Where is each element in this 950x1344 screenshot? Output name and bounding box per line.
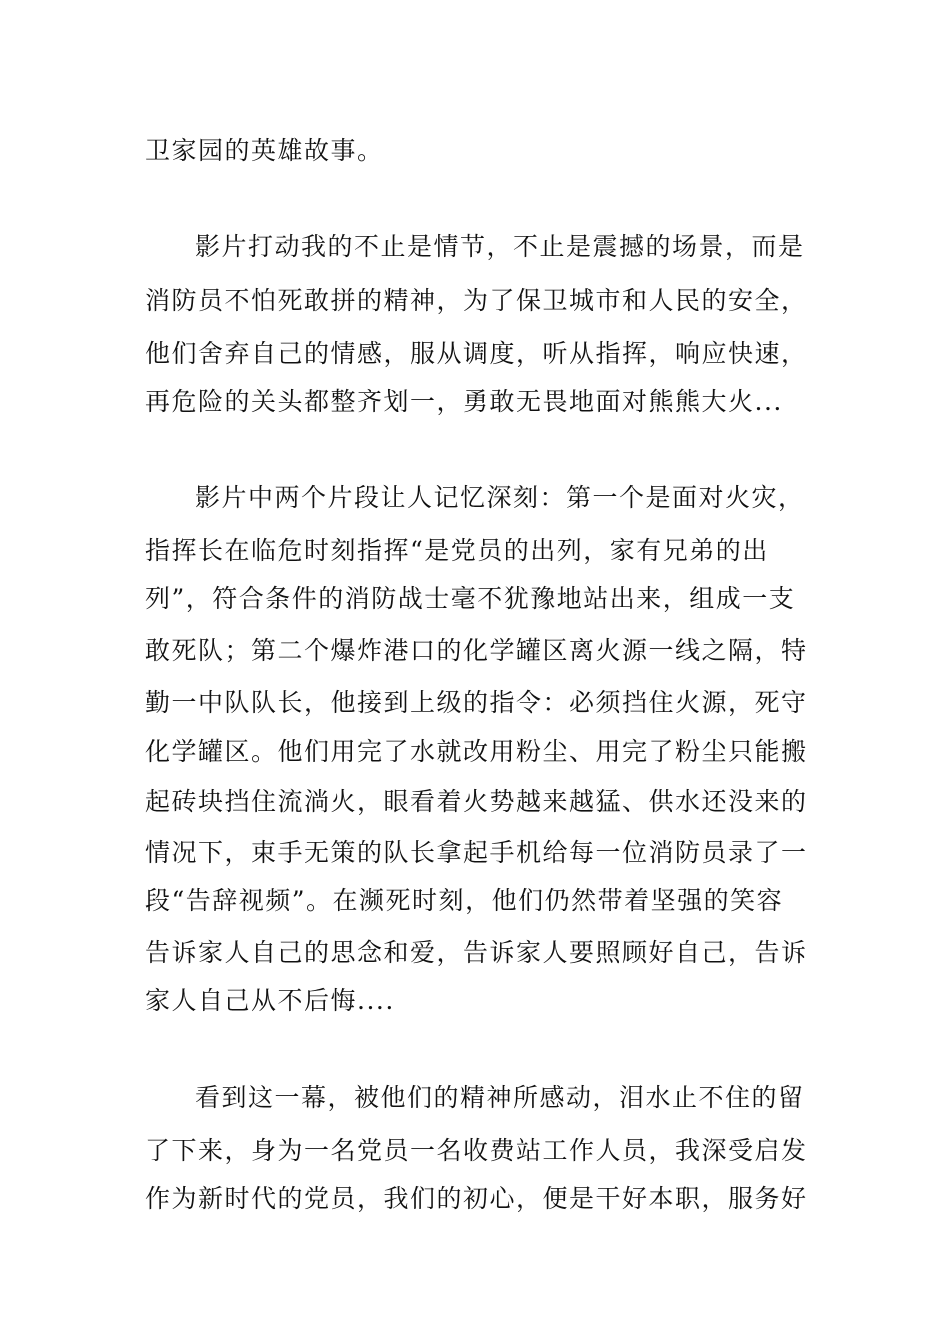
text-line: 列”，符合条件的消防战士毫不犹豫地站出来，组成一支 <box>145 584 796 613</box>
text-line: 段“告辞视频”。在濒死时刻，他们仍然带着坚强的笑容 <box>145 886 784 915</box>
text-line: 起砖块挡住流淌火，眼看着火势越来越猛、供水还没来的 <box>145 787 808 816</box>
paragraph-first-line: 影片中两个片段让人记忆深刻：第一个是面对火灾， <box>195 483 805 512</box>
text-line: 情况下，束手无策的队长拿起手机给每一位消防员录了一 <box>145 838 808 867</box>
text-line: 化学罐区。他们用完了水就改用粉尘、用完了粉尘只能搬 <box>145 737 808 766</box>
text-line: 了下来，身为一名党员一名收费站工作人员，我深受启发 <box>145 1136 808 1165</box>
text-line: 卫家园的英雄故事。 <box>145 136 384 165</box>
text-line: 消防员不怕死敢拼的精神，为了保卫城市和人民的安全， <box>145 286 808 315</box>
text-line: 家人自己从不后悔.... <box>145 986 395 1015</box>
text-line: 敢死队；第二个爆炸港口的化学罐区离火源一线之隔，特 <box>145 636 808 665</box>
paragraph-first-line: 看到这一幕，被他们的精神所感动，泪水止不住的留 <box>195 1083 805 1112</box>
text-line: 再危险的关头都整齐划一，勇敢无畏地面对熊熊大火... <box>145 387 783 416</box>
text-line: 他们舍弃自己的情感，服从调度，听从指挥，响应快速， <box>145 339 808 368</box>
text-line: 作为新时代的党员，我们的初心，便是干好本职，服务好 <box>145 1184 808 1213</box>
text-line: 告诉家人自己的思念和爱，告诉家人要照顾好自己，告诉 <box>145 938 808 967</box>
paragraph-first-line: 影片打动我的不止是情节，不止是震撼的场景，而是 <box>195 232 805 261</box>
text-line: 勤一中队队长，他接到上级的指令：必须挡住火源，死守 <box>145 688 808 717</box>
text-line: 指挥长在临危时刻指挥“是党员的出列，家有兄弟的出 <box>145 536 769 565</box>
